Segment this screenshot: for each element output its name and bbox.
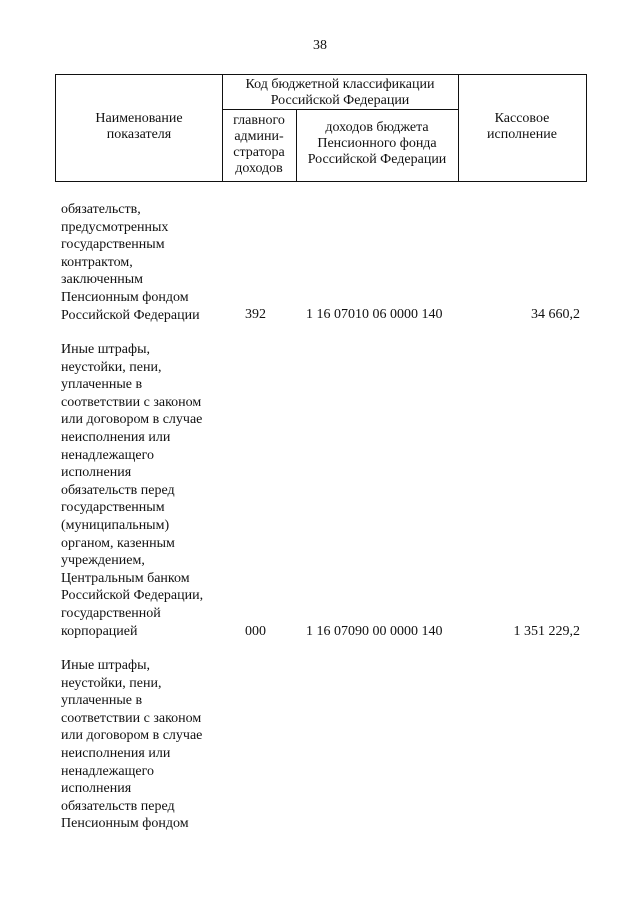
header-amount-column: Кассовое исполнение (487, 111, 557, 142)
row-admin-code: 392 (245, 307, 266, 322)
row-admin-code: 000 (245, 624, 266, 639)
row-amount: 34 660,2 (531, 307, 580, 322)
row-name: Иные штрафы, неустойки, пени, уплаченные в соответствии с законом или договором в случае неисполнения или ненадлежащего исполнения обязательств перед государственным (муниципальным) органом, казенным учреждением, Центральным банком Российской Федерации, государственной корпорацией (61, 342, 204, 639)
row-income-code: 1 16 07090 00 0000 140 (306, 624, 443, 639)
header-code-group: Код бюджетной классификации Российской Федерации (245, 77, 435, 108)
page-number: 38 (313, 38, 327, 53)
header-income-column: доходов бюджета Пенсионного фонда Российской Федерации (307, 120, 447, 167)
header-name-column: Наименование показателя (95, 111, 183, 142)
row-name: обязательств, предусмотренных государственным контрактом, заключенным Пенсионным фондом Российской Федерации (61, 202, 200, 323)
table-header (55, 74, 587, 182)
row-amount: 1 351 229,2 (513, 624, 580, 639)
row-income-code: 1 16 07010 06 0000 140 (306, 307, 443, 322)
divider (222, 109, 458, 110)
header-admin-column: главного админи- стратора доходов (233, 113, 285, 176)
row-name: Иные штрафы, неустойки, пени, уплаченные в соответствии с законом или договором в случае неисполнения или ненадлежащего исполнения обязательств перед Пенсионным фондом (61, 658, 203, 832)
